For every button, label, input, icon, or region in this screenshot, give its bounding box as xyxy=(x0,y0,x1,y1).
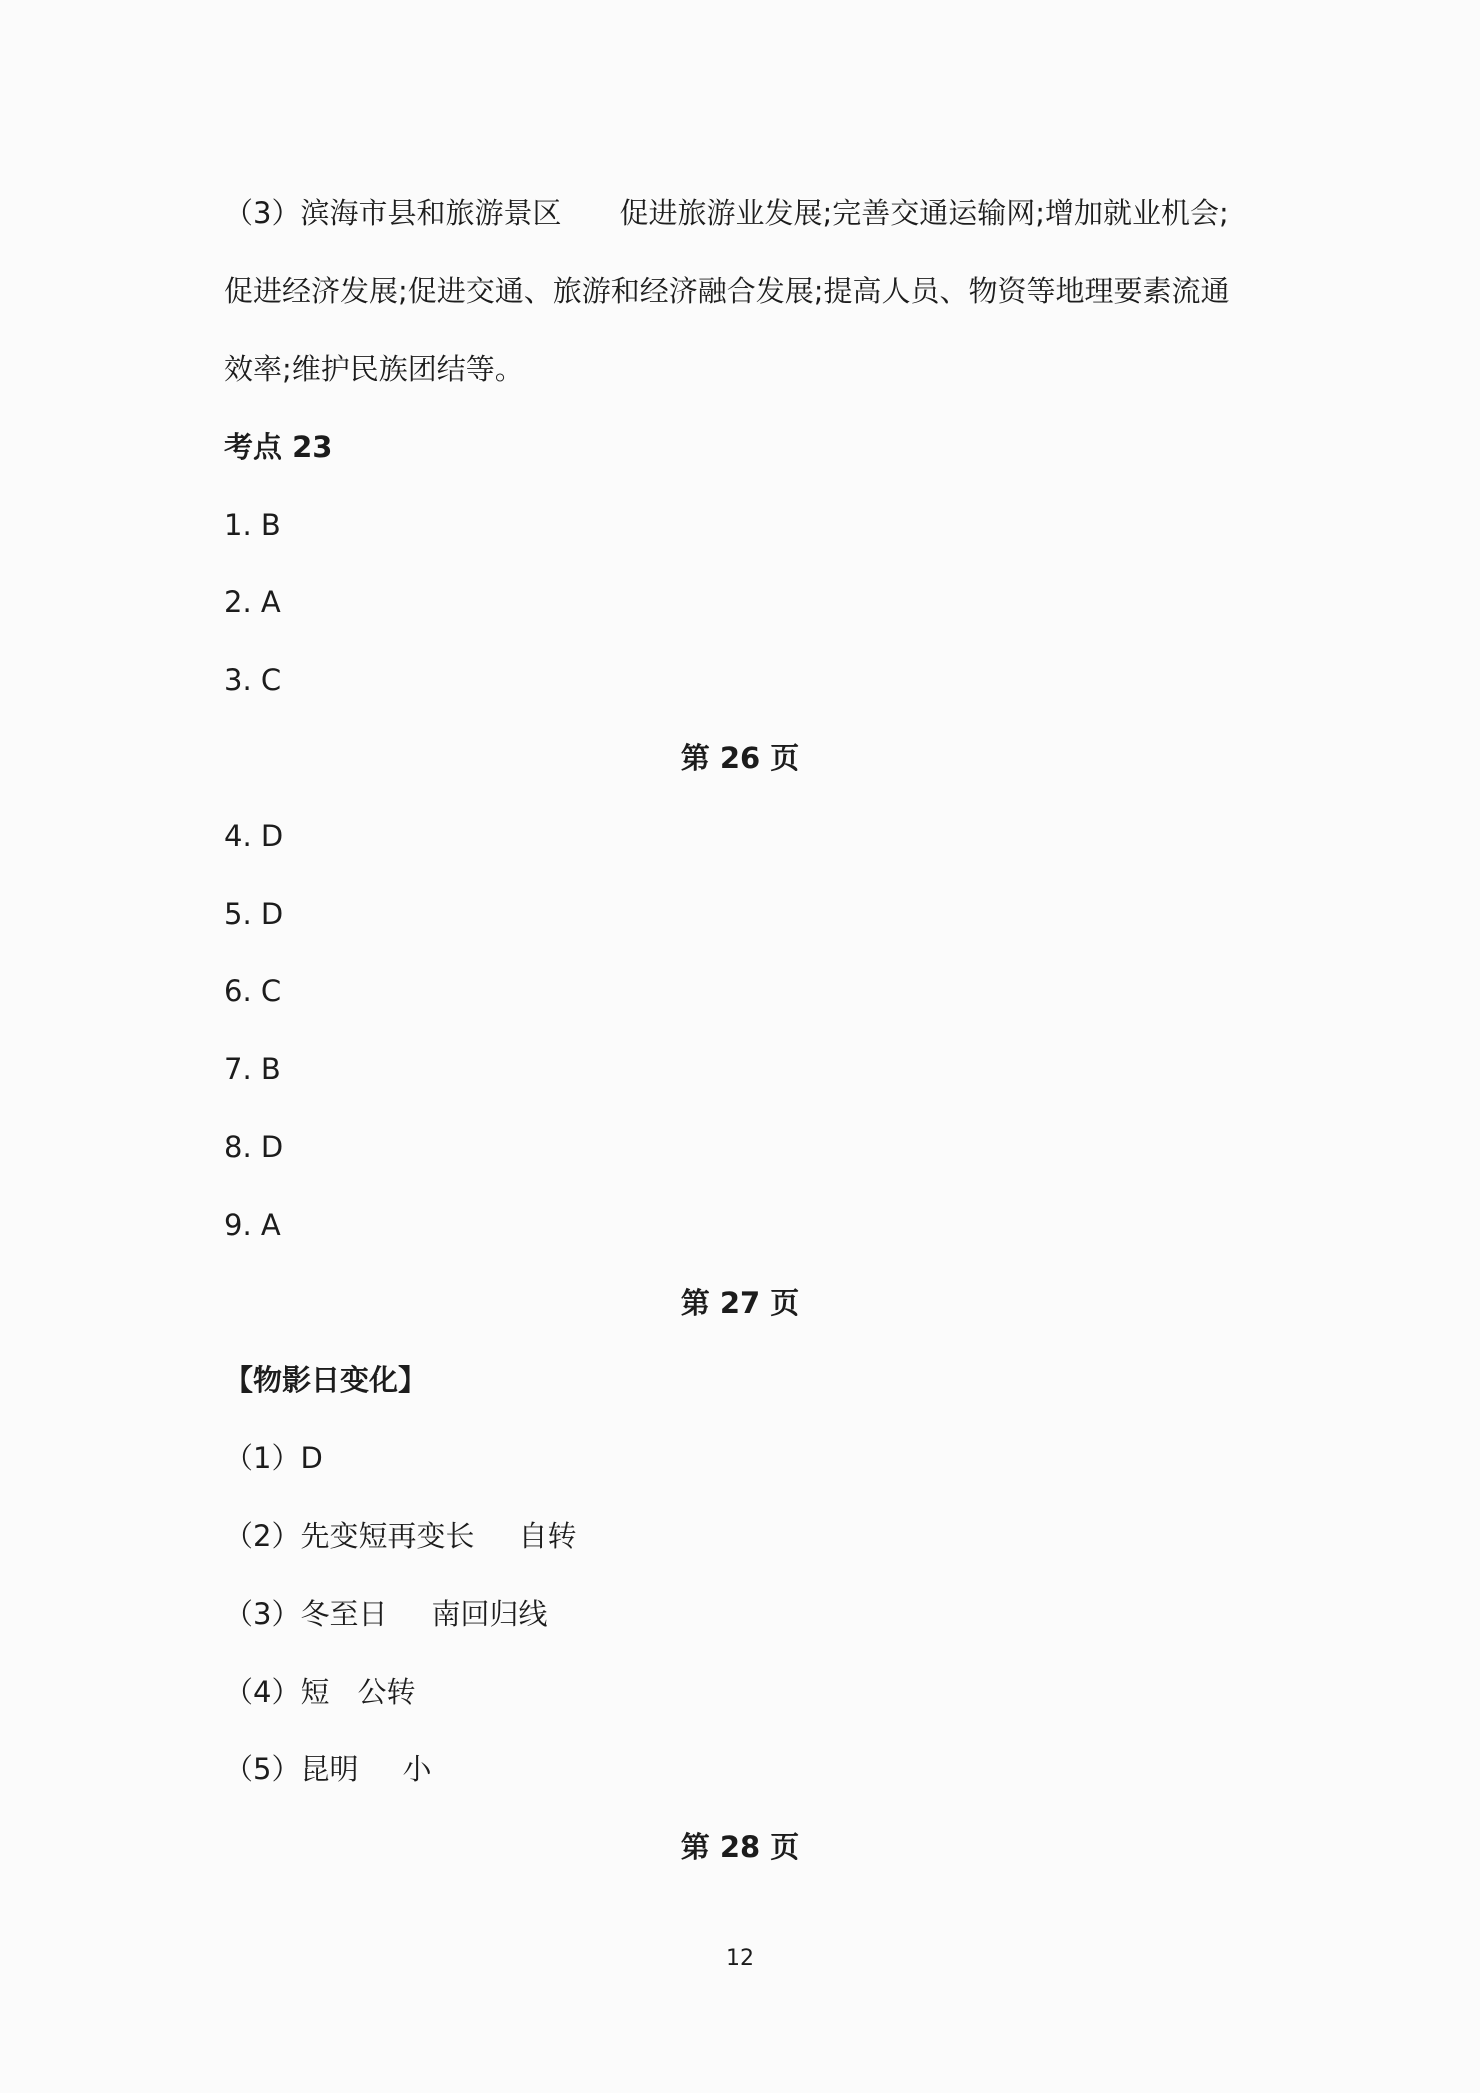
page-heading: 第 26 页 xyxy=(680,741,800,775)
answer-paragraph-line-1: （3）滨海市县和旅游景区 促进旅游业发展;完善交通运输网;增加就业机会; xyxy=(224,196,1229,230)
answer-item: 8. D xyxy=(224,1130,284,1164)
answer-item: （5）昆明 小 xyxy=(224,1752,432,1786)
answer-item: 7. B xyxy=(224,1052,281,1086)
answer-item: （2）先变短再变长 自转 xyxy=(224,1519,577,1553)
answer-item: 1. B xyxy=(224,508,281,542)
answer-item: （4）短 公转 xyxy=(224,1675,416,1709)
answer-item: 5. D xyxy=(224,897,284,931)
answer-item: 6. C xyxy=(224,974,282,1008)
page-heading: 第 28 页 xyxy=(680,1830,800,1864)
answer-item: （1）D xyxy=(224,1441,323,1475)
answer-item: 4. D xyxy=(224,819,284,853)
page-number: 12 xyxy=(726,1946,754,1971)
answer-item: 3. C xyxy=(224,663,282,697)
answer-item: 9. A xyxy=(224,1208,281,1242)
answer-item: （3）冬至日 南回归线 xyxy=(224,1597,548,1631)
answer-paragraph-line-2: 促进经济发展;促进交通、旅游和经济融合发展;提高人员、物资等地理要素流通 xyxy=(224,274,1230,308)
section-heading-kaodian: 考点 23 xyxy=(224,430,333,464)
answer-item: 2. A xyxy=(224,585,281,619)
section-heading-shadow: 【物影日变化】 xyxy=(224,1363,428,1397)
page-heading: 第 27 页 xyxy=(680,1286,800,1320)
answer-paragraph-line-3: 效率;维护民族团结等。 xyxy=(224,352,524,386)
